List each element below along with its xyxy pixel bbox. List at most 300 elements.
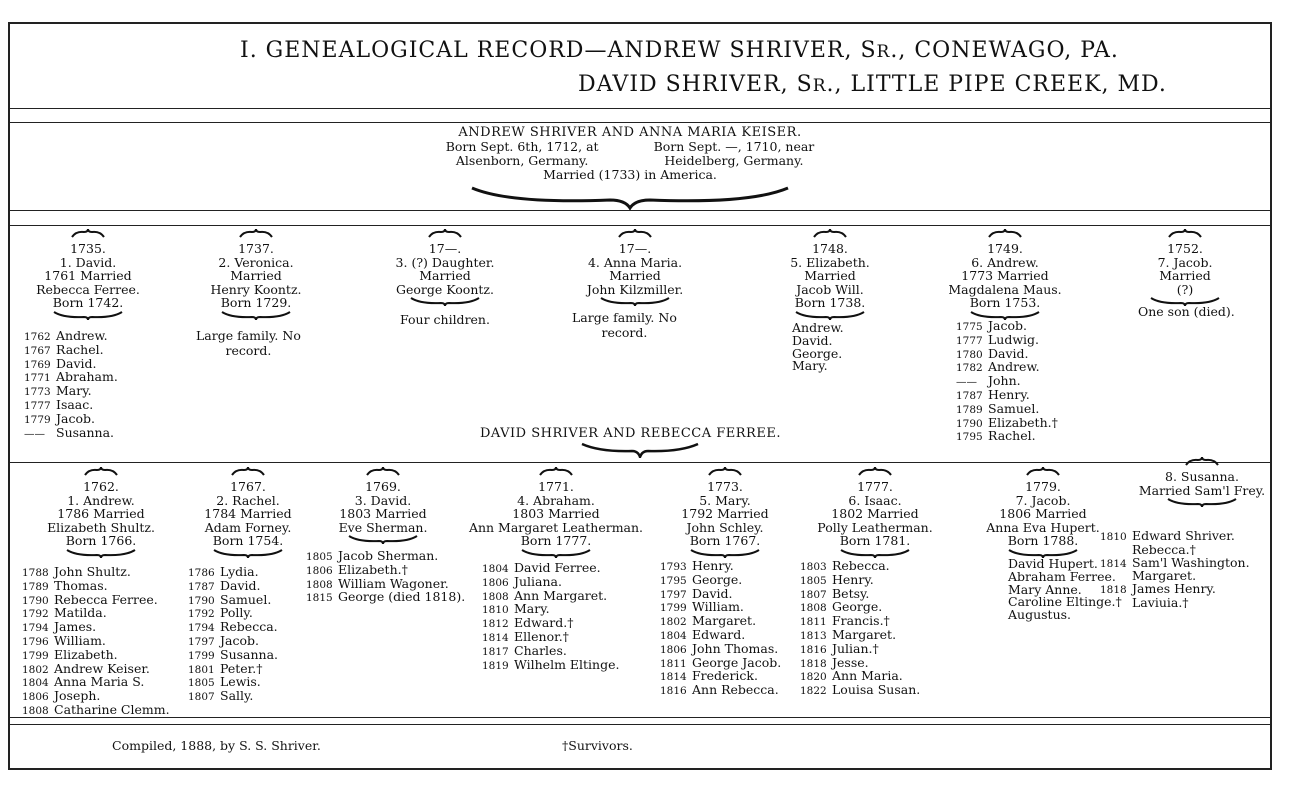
brace-icon xyxy=(690,549,760,559)
family-line: 8. Susanna. xyxy=(1165,469,1239,484)
brace-icon xyxy=(366,467,400,477)
family-line: 1769. xyxy=(365,479,401,494)
title-line1-b: ., CONEWAGO, PA. xyxy=(890,38,1119,63)
child-name: Anna Maria S. xyxy=(54,674,145,690)
child-name: John Thomas. xyxy=(692,640,779,656)
child-name: Rebecca Ferree. xyxy=(54,591,158,607)
family-line: 1767. xyxy=(230,479,266,494)
child-name: Henry. xyxy=(988,386,1030,402)
child-year: 1811 xyxy=(660,657,687,670)
divider-footer xyxy=(8,717,1272,718)
jacob-note: One son (died). xyxy=(1138,304,1235,319)
child-name: Mary. xyxy=(514,601,550,617)
child-year: 1793 xyxy=(660,561,687,573)
child-name: Charles. xyxy=(514,642,567,658)
child-name: Andrew Keiser. xyxy=(54,660,150,676)
family-line: 1735. xyxy=(70,241,106,256)
divider-parents-2 xyxy=(8,225,1272,226)
child-year: 1805 xyxy=(188,677,215,690)
family-line: Born 1754. xyxy=(212,533,284,548)
child-name: Peter.† xyxy=(220,660,263,676)
child-name: Catharine Clemm. xyxy=(54,701,170,717)
child-year: 1820 xyxy=(800,671,827,684)
child-name: George. xyxy=(692,571,743,587)
child-year: 1790 xyxy=(188,594,215,607)
child-year: 1807 xyxy=(188,691,215,704)
father-birth: Born Sept. 6th, 1712, at xyxy=(445,139,599,154)
child-name: Henry. xyxy=(832,571,874,587)
child-year: 1804 xyxy=(482,563,509,575)
family-entry xyxy=(16,466,186,562)
child-name: Matilda. xyxy=(54,605,107,621)
family-line: Jacob Will. xyxy=(796,281,864,297)
child-year: 1805 xyxy=(800,574,827,587)
brace-icon xyxy=(813,229,847,239)
anna-note-line2: record. xyxy=(601,325,648,340)
list-item xyxy=(482,656,620,673)
child-year: 1777 xyxy=(24,399,51,412)
child-name: Thomas. xyxy=(54,577,108,593)
family-line: 2. Rachel. xyxy=(216,492,280,508)
page-title xyxy=(240,38,1119,63)
family-line: 1786 Married xyxy=(57,506,145,521)
child-name: Ludwig. xyxy=(988,331,1040,347)
child-year: 1804 xyxy=(660,629,687,642)
child-name: Elizabeth.† xyxy=(338,561,408,577)
family-entry xyxy=(318,466,448,548)
child-name: Francis.† xyxy=(832,613,890,629)
family-line: 5. Mary. xyxy=(699,492,751,508)
family-line: 1752. xyxy=(1167,241,1203,256)
brace-icon xyxy=(840,549,910,559)
child-name: George. xyxy=(832,599,883,615)
family-line: 1761 Married xyxy=(44,268,132,283)
brace-icon xyxy=(1168,229,1202,239)
brace-icon xyxy=(1026,467,1060,477)
mother-birth: Born Sept. —, 1710, near xyxy=(653,139,815,154)
family-line: Born 1788. xyxy=(1007,533,1079,548)
list-item xyxy=(22,701,170,718)
child-year: 1788 xyxy=(22,567,49,579)
child-year: 1810 xyxy=(482,604,509,617)
family-line: 1. Andrew. xyxy=(67,492,135,508)
child-name: David Hupert. xyxy=(1008,556,1098,571)
child-year: 1819 xyxy=(482,659,509,672)
child-year: 1773 xyxy=(24,386,51,399)
family-entry xyxy=(930,228,1080,324)
family-entry xyxy=(560,228,710,310)
child-year: 1816 xyxy=(660,685,687,698)
child-name: David Ferree. xyxy=(514,560,601,575)
family-line: 1748. xyxy=(812,241,848,256)
child-name: Samuel. xyxy=(988,400,1040,416)
family-entry xyxy=(178,466,318,562)
child-name: Louisa Susan. xyxy=(832,682,921,698)
brace-icon xyxy=(84,467,118,477)
brace-icon xyxy=(521,549,591,559)
brace-icon xyxy=(53,311,123,321)
divider-title xyxy=(8,108,1272,109)
child-year: 1806 xyxy=(306,564,333,577)
family-line: 1737. xyxy=(238,241,274,256)
children-list xyxy=(188,566,278,704)
child-year: 1802 xyxy=(660,616,687,629)
family-line: 1749. xyxy=(987,241,1023,256)
family-entry xyxy=(370,228,520,310)
family-line: 1773 Married xyxy=(961,268,1049,283)
child-year: 1816 xyxy=(800,643,827,656)
family-line: 1802 Married xyxy=(831,506,919,521)
child-year: 1806 xyxy=(660,643,687,656)
child-year: 1817 xyxy=(482,645,509,658)
brace-icon xyxy=(539,467,573,477)
title-line2-sc: R xyxy=(812,76,827,96)
family-entry xyxy=(660,466,790,562)
family-line: Married xyxy=(1159,268,1211,283)
parents-block xyxy=(360,126,900,182)
child-year: 1804 xyxy=(22,677,49,690)
child-name: Wilhelm Eltinge. xyxy=(514,656,620,672)
child-name: Augustus. xyxy=(1008,607,1072,623)
child-year: 1808 xyxy=(800,602,827,615)
family-line: 17—. xyxy=(618,241,652,256)
child-year: 1779 xyxy=(24,413,51,426)
family-line: Born 1781. xyxy=(839,533,911,548)
child-year: 1787 xyxy=(956,389,983,402)
child-year: 1786 xyxy=(188,567,215,579)
list-item xyxy=(306,591,465,605)
child-year: 1822 xyxy=(800,685,827,698)
child-name: George (died 1818). xyxy=(338,589,466,605)
family-line: Anna Eva Hupert. xyxy=(986,519,1100,535)
child-year: 1810 xyxy=(1100,531,1127,543)
list-item xyxy=(792,360,844,373)
family-line: (?) xyxy=(1176,281,1194,297)
child-name: Henry. xyxy=(692,558,734,573)
child-year: 1797 xyxy=(660,588,687,601)
family-line: George Koontz. xyxy=(396,281,494,297)
family-line: 5. Elizabeth. xyxy=(790,254,870,270)
family-line: 4. Abraham. xyxy=(517,492,595,508)
title-line2-a: DAVID SHRIVER, S xyxy=(578,72,813,97)
child-name: Andrew. xyxy=(988,359,1040,375)
child-name: Betsy. xyxy=(832,585,870,601)
child-name: William Wagoner. xyxy=(338,575,449,591)
child-year: 1814 xyxy=(482,631,509,644)
child-year: 1812 xyxy=(482,618,509,631)
family-line: Born 1729. xyxy=(220,295,292,310)
child-name: Samuel. xyxy=(220,591,272,607)
father-place: Alsenborn, Germany. xyxy=(455,153,589,168)
family-line: 1777. xyxy=(857,479,893,494)
footer-survivors: †Survivors. xyxy=(562,738,633,753)
child-year: 1780 xyxy=(956,348,983,361)
child-name: Jacob. xyxy=(988,318,1027,333)
family-line: Rebecca Ferree. xyxy=(36,281,140,297)
child-year: 1814 xyxy=(1100,557,1127,570)
child-name: Juliana. xyxy=(514,573,562,589)
child-name: Rebecca.† xyxy=(1132,541,1196,557)
child-name: George Jacob. xyxy=(692,654,782,670)
child-year: 1790 xyxy=(22,594,49,607)
list-item xyxy=(660,684,781,698)
family-line: Adam Forney. xyxy=(204,519,292,535)
child-year: 1789 xyxy=(22,580,49,593)
child-name: Lydia. xyxy=(220,564,259,579)
child-year: 1782 xyxy=(956,362,983,375)
family-line: John Schley. xyxy=(686,519,764,535)
family-line: Born 1767. xyxy=(689,533,761,548)
title-line1-sc: R xyxy=(876,42,891,62)
family-entry xyxy=(18,228,158,324)
family-line: 3. David. xyxy=(354,492,412,508)
child-name: Ann Margaret. xyxy=(514,587,608,603)
family-line: 1792 Married xyxy=(681,506,769,521)
family-entry xyxy=(456,466,656,562)
family-entry xyxy=(1122,456,1282,511)
veronica-note-line1: Large family. No xyxy=(196,328,301,343)
child-name: James. xyxy=(54,619,97,635)
child-name: Rachel. xyxy=(988,428,1036,444)
family-entry xyxy=(186,228,326,324)
family-line: Born 1777. xyxy=(520,533,592,548)
family-line: 1773. xyxy=(707,479,743,494)
child-year: 1789 xyxy=(956,403,983,416)
family-line: Born 1742. xyxy=(52,295,124,310)
child-name: Abraham Ferree. xyxy=(1008,568,1116,584)
child-year: 1792 xyxy=(22,608,49,621)
brace-icon xyxy=(410,297,480,307)
child-name: John. xyxy=(988,373,1021,389)
child-year: 1805 xyxy=(306,551,333,563)
family-line: 6. Andrew. xyxy=(971,254,1039,270)
child-name: Jesse. xyxy=(832,654,869,670)
children-of-elizabeth xyxy=(792,322,844,373)
family-entry xyxy=(1120,228,1250,310)
child-year: 1799 xyxy=(660,602,687,615)
child-year: —— xyxy=(956,376,977,389)
child-name: Andrew. xyxy=(792,320,844,335)
list-item xyxy=(1100,594,1250,610)
child-name: Andrew. xyxy=(56,328,108,343)
child-name: Polly. xyxy=(220,605,253,621)
family-line: 1806 Married xyxy=(999,506,1087,521)
child-name: Frederick. xyxy=(692,668,758,684)
daughter-note: Four children. xyxy=(400,312,490,327)
family-line: Henry Koontz. xyxy=(210,281,302,297)
child-name: Lewis. xyxy=(220,674,261,690)
anna-note xyxy=(572,310,677,340)
child-name: Julian.† xyxy=(832,640,879,656)
child-year: 1795 xyxy=(956,431,983,444)
children-list xyxy=(800,560,920,698)
footer-compiled: Compiled, 1888, by S. S. Shriver. xyxy=(112,738,321,753)
child-name: Mary Anne. xyxy=(1008,581,1082,597)
family-line: 17—. xyxy=(428,241,462,256)
child-year: 1818 xyxy=(1100,584,1127,597)
brace-icon xyxy=(618,229,652,239)
title-line1-a: I. GENEALOGICAL RECORD—ANDREW SHRIVER, S xyxy=(240,38,877,63)
brace-icon xyxy=(231,467,265,477)
child-year: 1775 xyxy=(956,321,983,333)
child-year: 1762 xyxy=(24,331,51,343)
child-year: 1787 xyxy=(188,580,215,593)
brace-icon xyxy=(348,535,418,545)
brace-icon xyxy=(600,297,670,307)
family-line: 3. (?) Daughter. xyxy=(395,254,495,270)
child-name: Ann Rebecca. xyxy=(692,682,779,698)
child-name: James Henry. xyxy=(1132,581,1216,597)
child-year: 1803 xyxy=(800,561,827,573)
family-line: 1803 Married xyxy=(339,506,427,521)
brace-icon xyxy=(66,549,136,559)
child-name: Jacob. xyxy=(220,632,259,648)
child-name: Edward. xyxy=(692,626,746,642)
child-name: Edward.† xyxy=(514,615,574,631)
child-year: 1801 xyxy=(188,663,215,676)
child-year: 1807 xyxy=(800,588,827,601)
child-name: Isaac. xyxy=(56,396,94,412)
child-name: Margaret. xyxy=(692,613,757,629)
veronica-note xyxy=(196,328,301,358)
family-line: Born 1753. xyxy=(969,295,1041,310)
brace-icon xyxy=(71,229,105,239)
divider-footer-2 xyxy=(8,724,1272,725)
children-of-andrew xyxy=(956,320,1058,444)
child-year: 1802 xyxy=(22,663,49,676)
child-year: 1790 xyxy=(956,417,983,430)
parents-names: ANDREW SHRIVER AND ANNA MARIA KEISER. xyxy=(458,125,802,140)
brace-icon xyxy=(1185,457,1219,467)
child-year: 1799 xyxy=(188,649,215,662)
brace-icon xyxy=(1167,498,1237,508)
child-year: 1794 xyxy=(188,622,215,635)
child-name: Margaret. xyxy=(1132,568,1197,584)
list-item xyxy=(24,424,118,441)
child-year: 1792 xyxy=(188,608,215,621)
child-name: Abraham. xyxy=(56,369,118,385)
child-year: 1794 xyxy=(22,622,49,635)
child-year: 1796 xyxy=(22,635,49,648)
child-name: David. xyxy=(220,577,261,593)
family-line: Married Sam'l Frey. xyxy=(1138,482,1266,498)
family-line: 6. Isaac. xyxy=(848,492,902,508)
family-line: Married xyxy=(419,268,471,283)
child-name: Sam'l Washington. xyxy=(1132,554,1250,570)
child-year: 1808 xyxy=(482,590,509,603)
children-list xyxy=(22,566,170,718)
child-name: Rebecca. xyxy=(220,619,278,635)
child-year: 1808 xyxy=(22,704,49,717)
child-name: Joseph. xyxy=(54,688,101,704)
child-year: 1806 xyxy=(22,691,49,704)
list-item xyxy=(188,690,278,704)
child-year: 1818 xyxy=(800,657,827,670)
children-list xyxy=(660,560,781,698)
brace-icon xyxy=(858,467,892,477)
family-line: Born 1738. xyxy=(794,295,866,310)
child-year: 1795 xyxy=(660,574,687,587)
page-subtitle xyxy=(578,72,1167,97)
list-item xyxy=(976,609,1122,622)
family-line: 7. Jacob. xyxy=(1015,492,1071,508)
subhead-brace-icon xyxy=(580,440,700,458)
child-name: Rachel. xyxy=(56,341,104,357)
list-item xyxy=(482,587,619,604)
children-list xyxy=(306,550,465,605)
child-name: John Shultz. xyxy=(54,564,131,579)
child-year: 1769 xyxy=(24,358,51,371)
mother-place: Heidelberg, Germany. xyxy=(664,153,804,168)
family-entry xyxy=(760,228,900,324)
brace-icon xyxy=(221,311,291,321)
family-line: John Kilzmiller. xyxy=(586,281,684,297)
family-line: 1779. xyxy=(1025,479,1061,494)
brace-icon xyxy=(428,229,462,239)
family-entry xyxy=(800,466,950,562)
child-year: 1813 xyxy=(800,629,827,642)
child-name: Elizabeth.† xyxy=(988,414,1058,430)
child-year: 1777 xyxy=(956,334,983,347)
divider-title-2 xyxy=(8,122,1272,123)
brace-icon xyxy=(795,311,865,321)
brace-icon xyxy=(239,229,273,239)
family-line: Married xyxy=(609,268,661,283)
parents-married: Married (1733) in America. xyxy=(543,167,717,182)
family-line: Married xyxy=(230,268,282,283)
family-line: 7. Jacob. xyxy=(1157,254,1213,270)
section-heading: DAVID SHRIVER AND REBECCA FERREE. xyxy=(480,426,781,441)
divider-generation xyxy=(8,462,1272,463)
children-list xyxy=(1100,530,1250,610)
title-line2-b: ., LITTLE PIPE CREEK, MD. xyxy=(826,72,1167,97)
child-year: 1814 xyxy=(660,671,687,684)
family-line: Born 1766. xyxy=(65,533,137,548)
brace-icon xyxy=(213,549,283,559)
child-year: 1808 xyxy=(306,578,333,591)
family-line: Married xyxy=(804,268,856,283)
children-list xyxy=(482,562,619,672)
child-year: 1815 xyxy=(306,592,333,605)
child-name: Sally. xyxy=(220,688,254,704)
family-line: 2. Veronica. xyxy=(218,254,294,270)
list-item xyxy=(956,430,1058,444)
family-line: 1784 Married xyxy=(204,506,292,521)
child-name: George. xyxy=(792,345,843,361)
child-name: Rebecca. xyxy=(832,558,890,573)
child-year: 1811 xyxy=(800,616,827,629)
child-name: Laviuia.† xyxy=(1132,594,1189,610)
child-name: Jacob Sherman. xyxy=(338,548,439,563)
brace-icon xyxy=(708,467,742,477)
child-name: Mary. xyxy=(56,383,92,399)
family-line: Magdalena Maus. xyxy=(948,281,1062,297)
child-year: 1799 xyxy=(22,649,49,662)
child-year: —— xyxy=(24,427,45,440)
veronica-note-line2: record. xyxy=(225,343,272,358)
family-line: Eve Sherman. xyxy=(338,519,428,535)
child-name: Susanna. xyxy=(56,424,115,440)
child-name: Ann Maria. xyxy=(832,668,903,684)
family-line: 4. Anna Maria. xyxy=(587,254,683,270)
family-line: Elizabeth Shultz. xyxy=(47,519,155,535)
child-name: David. xyxy=(56,355,97,371)
child-name: Mary. xyxy=(792,358,828,374)
divider-parents xyxy=(8,210,1272,211)
child-year: 1771 xyxy=(24,372,51,385)
child-name: Margaret. xyxy=(832,626,897,642)
child-name: Elizabeth. xyxy=(54,646,118,662)
